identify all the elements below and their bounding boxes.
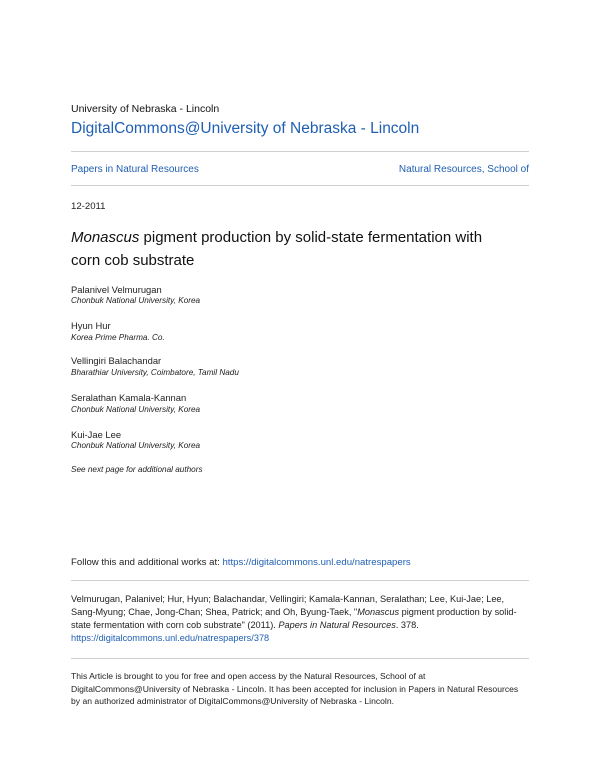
author-name[interactable]: Palanivel Velmurugan [71,284,162,295]
article-url-link[interactable]: https://digitalcommons.unl.edu/natrespapers/378 [71,633,270,643]
additional-authors-note: See next page for additional authors [71,465,203,474]
publication-date: 12-2011 [71,201,106,212]
article-title-line-1 [71,229,482,246]
citation-authors: Velmurugan, Palanivel; Hur, Hyun; Balachandar, Vellingiri; Kamala-Kannan, Seralathan; Lee, Kui-Jae; Lee, Sang-Myung; Chae, Jong-Chan; Shea, Patrick; and Oh, Byung-Taek, " [71,594,505,617]
author-name[interactable]: Hyun Hur [71,320,111,331]
follow-text: Follow this and additional works at: [71,557,223,568]
author-affiliation: Chonbuk National University, Korea [71,441,201,450]
open-access-notice: This Article is brought to you for free and open access by the Natural Resources, School of at DigitalCommons@University of Nebraska - Lincoln. It has been accepted for inclusion in Papers in Natural Resources by an authorized administrator of DigitalCommons@University of Nebraska - Lincoln. [71,671,519,707]
citation-journal: Papers in Natural Resources [278,620,396,630]
author-affiliation: Chonbuk National University, Korea [71,296,201,305]
author-affiliation: Bharathiar University, Coimbatore, Tamil Nadu [71,368,239,377]
author-affiliation: Korea Prime Pharma. Co. [71,333,165,342]
school-link[interactable]: Natural Resources, School of [398,164,529,175]
collection-link[interactable]: Papers in Natural Resources [71,164,199,175]
author-affiliation: Chonbuk National University, Korea [71,405,201,414]
institution-name: University of Nebraska - Lincoln [71,103,220,115]
author-name[interactable]: Kui-Jae Lee [71,429,122,440]
article-title-line-2: corn cob substrate [71,252,195,269]
title-line-1-text: pigment production by solid-state fermentation with [139,229,483,246]
repository-link[interactable]: DigitalCommons@University of Nebraska - Lincoln [71,120,420,137]
follow-line [71,557,411,568]
citation-title: pigment production by solid-state fermentation with corn cob substrate" (2011). [71,607,517,630]
top-divider [71,151,529,152]
author-name[interactable]: Seralathan Kamala-Kannan [71,392,187,403]
author-name[interactable]: Vellingiri Balachandar [71,355,162,366]
citation-genus: Monascus [357,607,400,617]
footer-divider [71,658,529,659]
recommended-citation [71,593,529,645]
nav-divider [71,185,529,186]
citation-divider [71,580,529,581]
title-genus: Monascus [71,229,140,246]
collection-url-link[interactable]: https://digitalcommons.unl.edu/natrespapers [222,557,411,568]
citation-number: . 378. [395,620,419,630]
